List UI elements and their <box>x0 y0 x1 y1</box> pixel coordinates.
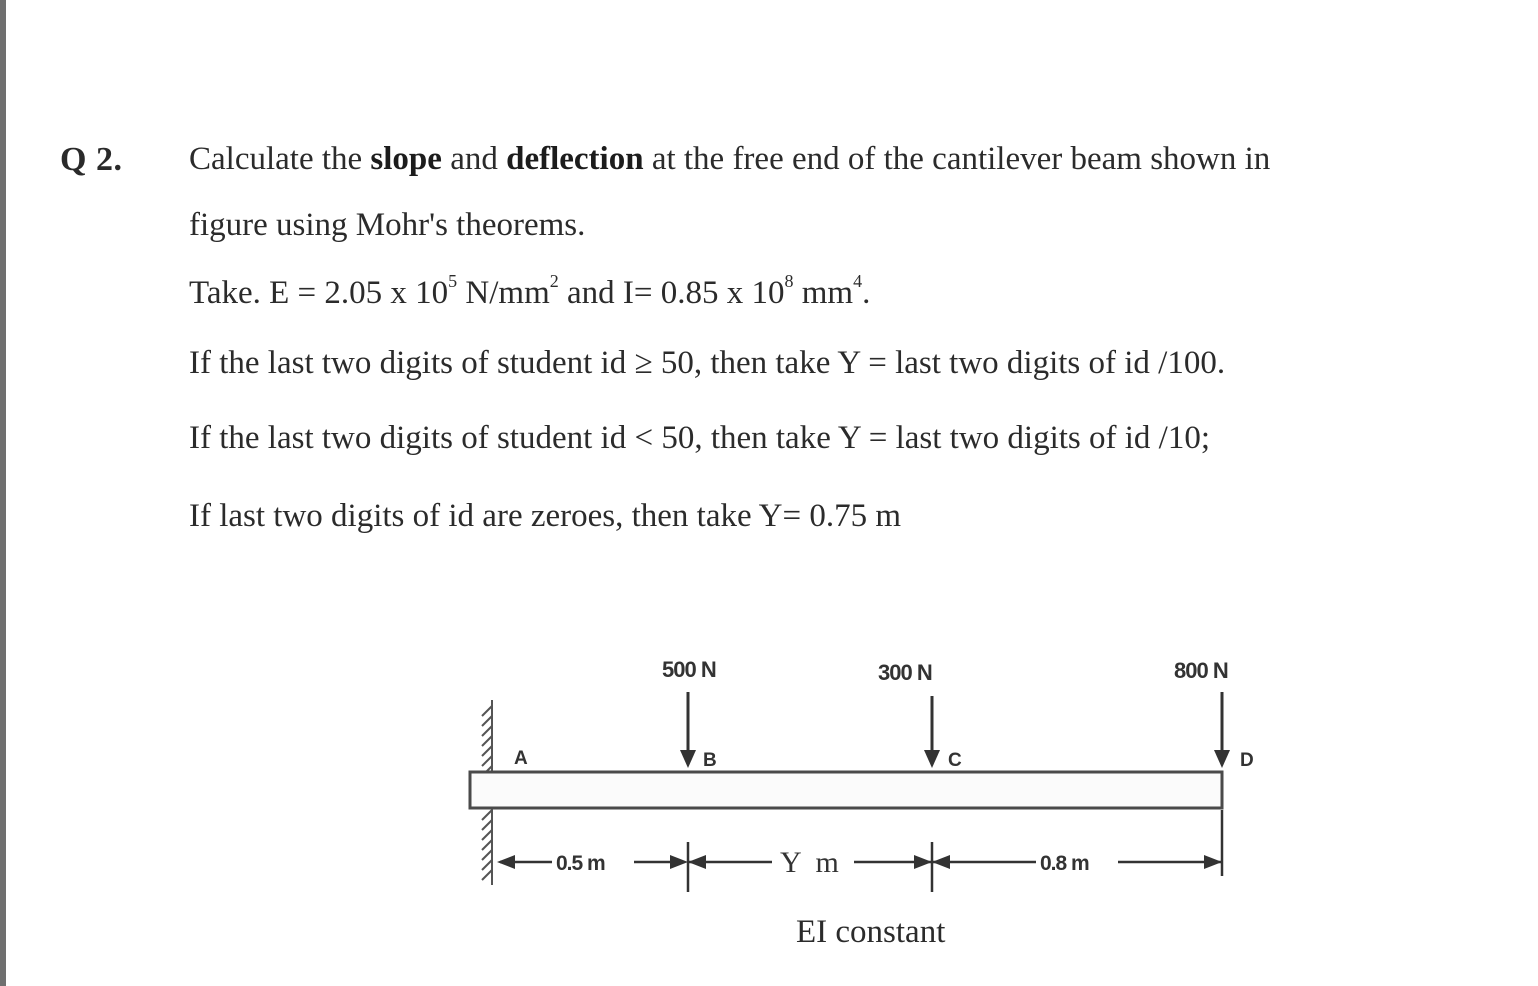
q1-slope: slope <box>370 141 442 177</box>
point-label-d: D <box>1240 750 1254 771</box>
load-arrow-d <box>1214 692 1230 768</box>
q3-i-exponent: 8 <box>784 271 794 291</box>
question-line-4-rule: If the last two digits of student id ≥ 50, then take Y = last two digits of id /100. <box>189 345 1226 381</box>
q1-text-c: at the free end of the cantilever beam shown in <box>643 141 1271 177</box>
q1-deflection: deflection <box>506 141 644 177</box>
question-line-5-rule: If the last two digits of student id < 50, then take Y = last two digits of id /10; <box>189 420 1211 456</box>
dimension-ticks <box>688 810 1222 892</box>
load-arrow-c <box>924 696 940 768</box>
point-label-c: C <box>948 750 962 771</box>
ei-constant-note: EI constant <box>796 914 946 950</box>
question-line-6-rule: If last two digits of id are zeroes, then take Y= 0.75 m <box>189 498 902 534</box>
q3-i-unit-exponent: 4 <box>853 271 863 291</box>
span-label-y: Y m <box>780 846 839 879</box>
q3-take: Take. E = 2.05 x 10 <box>189 275 449 311</box>
point-label-a: A <box>514 748 528 769</box>
point-label-b: B <box>703 750 717 771</box>
load-label-500n: 500 N <box>662 657 716 682</box>
q3-e-unit-exponent: 2 <box>549 271 559 291</box>
beam <box>470 772 1222 808</box>
q1-text-a: Calculate the <box>189 141 371 177</box>
span-label-0-5m: 0.5 m <box>556 852 605 875</box>
load-label-300n: 300 N <box>878 660 932 685</box>
q3-end: . <box>862 275 871 311</box>
q3-and-i: and I= 0.85 x 10 <box>558 275 785 311</box>
q3-e-unit: N/mm <box>457 275 550 311</box>
question-line-2: figure using Mohr's theorems. <box>189 207 586 243</box>
q1-text-b: and <box>441 141 507 177</box>
question-number: Q 2. <box>60 141 123 178</box>
load-arrow-b <box>680 692 696 768</box>
span-label-0-8m: 0.8 m <box>1040 852 1089 875</box>
q3-i-unit: mm <box>793 275 854 311</box>
load-label-800n: 800 N <box>1174 658 1228 683</box>
q3-e-exponent: 5 <box>448 271 458 291</box>
